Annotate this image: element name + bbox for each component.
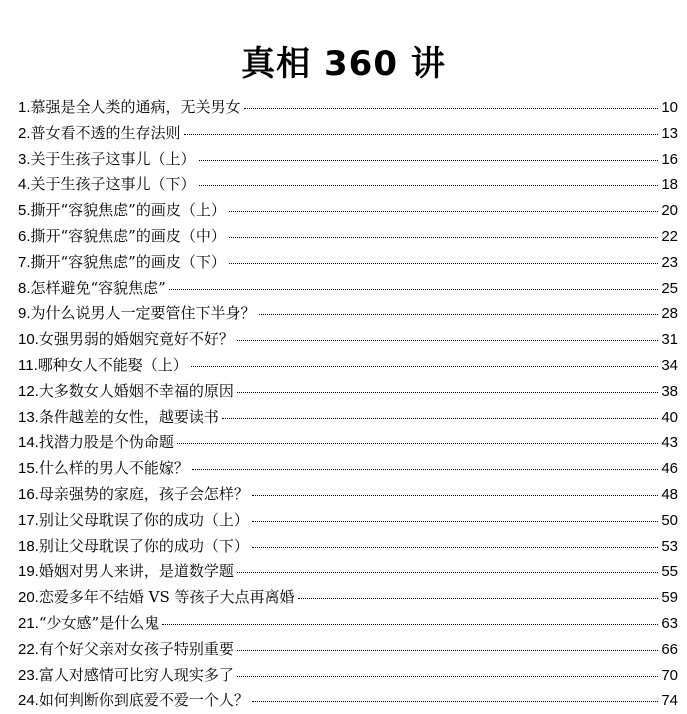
toc-entry-page-number: 13 bbox=[661, 124, 678, 142]
toc-entry-number: 21. bbox=[18, 614, 39, 632]
toc-entry-title: 恋爱多年不结婚 VS 等孩子大点再离婚 bbox=[38, 588, 295, 607]
toc-dot-leader bbox=[184, 134, 659, 135]
toc-entry[interactable] bbox=[18, 559, 678, 585]
toc-entry-number: 7. bbox=[18, 253, 31, 271]
toc-entry-number: 18. bbox=[18, 537, 39, 555]
toc-entry-title: 富人对感情可比穷人现实多了 bbox=[38, 665, 234, 684]
toc-entry-page-number: 55 bbox=[661, 563, 678, 581]
document-title: 真相 360 讲 bbox=[241, 43, 446, 84]
toc-entry-title: 什么样的男人不能嫁？ bbox=[38, 459, 189, 478]
toc-entry[interactable] bbox=[18, 585, 678, 611]
toc-entry-page-number: 16 bbox=[661, 150, 678, 168]
toc-dot-leader bbox=[259, 314, 659, 315]
toc-dot-leader bbox=[237, 650, 658, 651]
toc-entry-page-number: 59 bbox=[661, 589, 678, 607]
toc-entry-page-number: 48 bbox=[661, 485, 678, 503]
toc-entry[interactable] bbox=[18, 327, 678, 353]
toc-entry-number: 22. bbox=[18, 640, 39, 658]
toc-dot-leader bbox=[229, 237, 658, 238]
toc-entry-page-number: 34 bbox=[661, 356, 678, 374]
toc-entry[interactable] bbox=[18, 198, 678, 224]
toc-entry[interactable] bbox=[18, 353, 678, 379]
toc-dot-leader bbox=[252, 521, 658, 522]
toc-dot-leader bbox=[237, 340, 658, 341]
toc-entry-number: 1. bbox=[18, 99, 31, 116]
toc-entry-number: 3. bbox=[18, 150, 31, 168]
toc-entry-title: 慕强是全人类的通病，无关男女 bbox=[30, 98, 241, 116]
toc-entry-title: 为什么说男人一定要管住下半身？ bbox=[30, 304, 256, 323]
toc-entry[interactable] bbox=[18, 456, 678, 482]
toc-entry[interactable] bbox=[18, 405, 678, 431]
toc-dot-leader bbox=[169, 289, 658, 290]
toc-entry-page-number: 28 bbox=[661, 305, 678, 323]
toc-entry[interactable] bbox=[18, 430, 678, 456]
toc-entry-title: 别让父母耽误了你的成功（上） bbox=[38, 510, 249, 529]
toc-entry-number: 10. bbox=[18, 331, 39, 349]
toc-dot-leader bbox=[298, 598, 659, 599]
toc-entry[interactable] bbox=[18, 637, 678, 663]
toc-entry-number: 24. bbox=[18, 692, 39, 710]
toc-entry-number: 11. bbox=[18, 356, 38, 374]
toc-entry-title: 哪种女人不能娶（上） bbox=[37, 355, 188, 374]
toc-entry[interactable] bbox=[18, 508, 678, 534]
toc-entry-title: 别让父母耽误了你的成功（下） bbox=[38, 536, 249, 555]
toc-dot-leader bbox=[199, 160, 659, 161]
toc-entry[interactable] bbox=[18, 95, 678, 121]
toc-entry-number: 19. bbox=[18, 563, 39, 581]
toc-entry-number: 4. bbox=[18, 176, 31, 194]
toc-entry[interactable] bbox=[18, 121, 678, 147]
toc-entry-number: 12. bbox=[18, 382, 39, 400]
toc-dot-leader bbox=[191, 366, 659, 367]
toc-entry[interactable] bbox=[18, 224, 678, 250]
toc-entry[interactable] bbox=[18, 172, 678, 198]
toc-entry-number: 15. bbox=[18, 460, 39, 478]
toc-entry-page-number: 22 bbox=[661, 227, 678, 245]
toc-entry-number: 14. bbox=[18, 434, 39, 452]
table-of-contents bbox=[18, 95, 678, 714]
toc-entry-title: 大多数女人婚姻不幸福的原因 bbox=[38, 381, 234, 400]
toc-entry-page-number: 63 bbox=[661, 614, 678, 632]
toc-dot-leader bbox=[229, 263, 658, 264]
toc-entry[interactable] bbox=[18, 250, 678, 276]
toc-entry[interactable] bbox=[18, 534, 678, 560]
toc-entry-page-number: 40 bbox=[661, 408, 678, 426]
toc-entry-number: 2. bbox=[18, 124, 31, 142]
toc-entry-number: 8. bbox=[18, 279, 31, 297]
toc-entry-page-number: 18 bbox=[661, 176, 678, 194]
toc-entry-page-number: 74 bbox=[661, 692, 678, 710]
toc-entry-page-number: 43 bbox=[661, 434, 678, 452]
toc-dot-leader bbox=[237, 392, 658, 393]
toc-entry-number: 13. bbox=[18, 408, 39, 426]
toc-entry-title: 撕开“容貌焦虑”的画皮（中） bbox=[30, 226, 226, 245]
toc-entry-page-number: 10 bbox=[661, 99, 678, 116]
toc-entry-title: 撕开“容貌焦虑”的画皮（下） bbox=[30, 252, 226, 271]
toc-entry-title: 婚姻对男人来讲，是道数学题 bbox=[38, 562, 234, 581]
toc-dot-leader bbox=[252, 547, 658, 548]
toc-dot-leader bbox=[162, 624, 658, 625]
toc-entry-page-number: 70 bbox=[661, 666, 678, 684]
toc-dot-leader bbox=[229, 211, 658, 212]
toc-entry-page-number: 50 bbox=[661, 511, 678, 529]
toc-entry-page-number: 53 bbox=[661, 537, 678, 555]
toc-entry-number: 16. bbox=[18, 485, 39, 503]
toc-entry[interactable] bbox=[18, 611, 678, 637]
toc-entry-number: 5. bbox=[18, 202, 31, 220]
toc-dot-leader bbox=[252, 495, 658, 496]
toc-entry-page-number: 23 bbox=[661, 253, 678, 271]
toc-entry-page-number: 66 bbox=[661, 640, 678, 658]
toc-dot-leader bbox=[252, 701, 658, 702]
toc-entry-number: 17. bbox=[18, 511, 39, 529]
toc-entry-number: 9. bbox=[18, 305, 31, 323]
toc-dot-leader bbox=[244, 108, 659, 109]
toc-entry-page-number: 31 bbox=[661, 331, 678, 349]
toc-entry-page-number: 20 bbox=[661, 202, 678, 220]
toc-entry[interactable] bbox=[18, 482, 678, 508]
toc-entry-number: 23. bbox=[18, 666, 39, 684]
toc-entry[interactable] bbox=[18, 663, 678, 689]
toc-entry-title: “少女感”是什么鬼 bbox=[38, 613, 160, 632]
toc-entry-title: 如何判断你到底爱不爱一个人？ bbox=[38, 691, 249, 710]
toc-entry-title: 关于生孩子这事儿（上） bbox=[30, 149, 196, 168]
toc-entry[interactable] bbox=[18, 147, 678, 173]
toc-entry-title: 找潜力股是个伪命题 bbox=[38, 433, 174, 452]
toc-entry-title: 有个好父亲对女孩子特别重要 bbox=[38, 639, 234, 658]
toc-entry-page-number: 38 bbox=[661, 382, 678, 400]
toc-dot-leader bbox=[222, 418, 658, 419]
toc-entry-title: 母亲强势的家庭，孩子会怎样？ bbox=[38, 484, 249, 503]
toc-entry[interactable] bbox=[18, 276, 678, 302]
toc-entry-title: 撕开“容貌焦虑”的画皮（上） bbox=[30, 201, 226, 220]
toc-entry-title: 女强男弱的婚姻究竟好不好？ bbox=[38, 330, 234, 349]
toc-dot-leader bbox=[237, 572, 658, 573]
toc-entry-title: 条件越差的女性，越要读书 bbox=[38, 407, 219, 426]
toc-entry-title: 怎样避免“容貌焦虑” bbox=[30, 278, 166, 297]
toc-dot-leader bbox=[237, 676, 658, 677]
toc-entry[interactable] bbox=[18, 688, 678, 714]
toc-entry-title: 关于生孩子这事儿（下） bbox=[30, 175, 196, 194]
toc-entry-number: 6. bbox=[18, 227, 31, 245]
toc-dot-leader bbox=[192, 469, 658, 470]
toc-dot-leader bbox=[199, 185, 659, 186]
toc-entry-title: 普女看不透的生存法则 bbox=[30, 123, 181, 142]
toc-entry-number: 20. bbox=[18, 589, 39, 607]
toc-entry-page-number: 25 bbox=[661, 279, 678, 297]
toc-entry[interactable] bbox=[18, 379, 678, 405]
toc-dot-leader bbox=[177, 443, 658, 444]
toc-entry[interactable] bbox=[18, 301, 678, 327]
toc-entry-page-number: 46 bbox=[661, 460, 678, 478]
